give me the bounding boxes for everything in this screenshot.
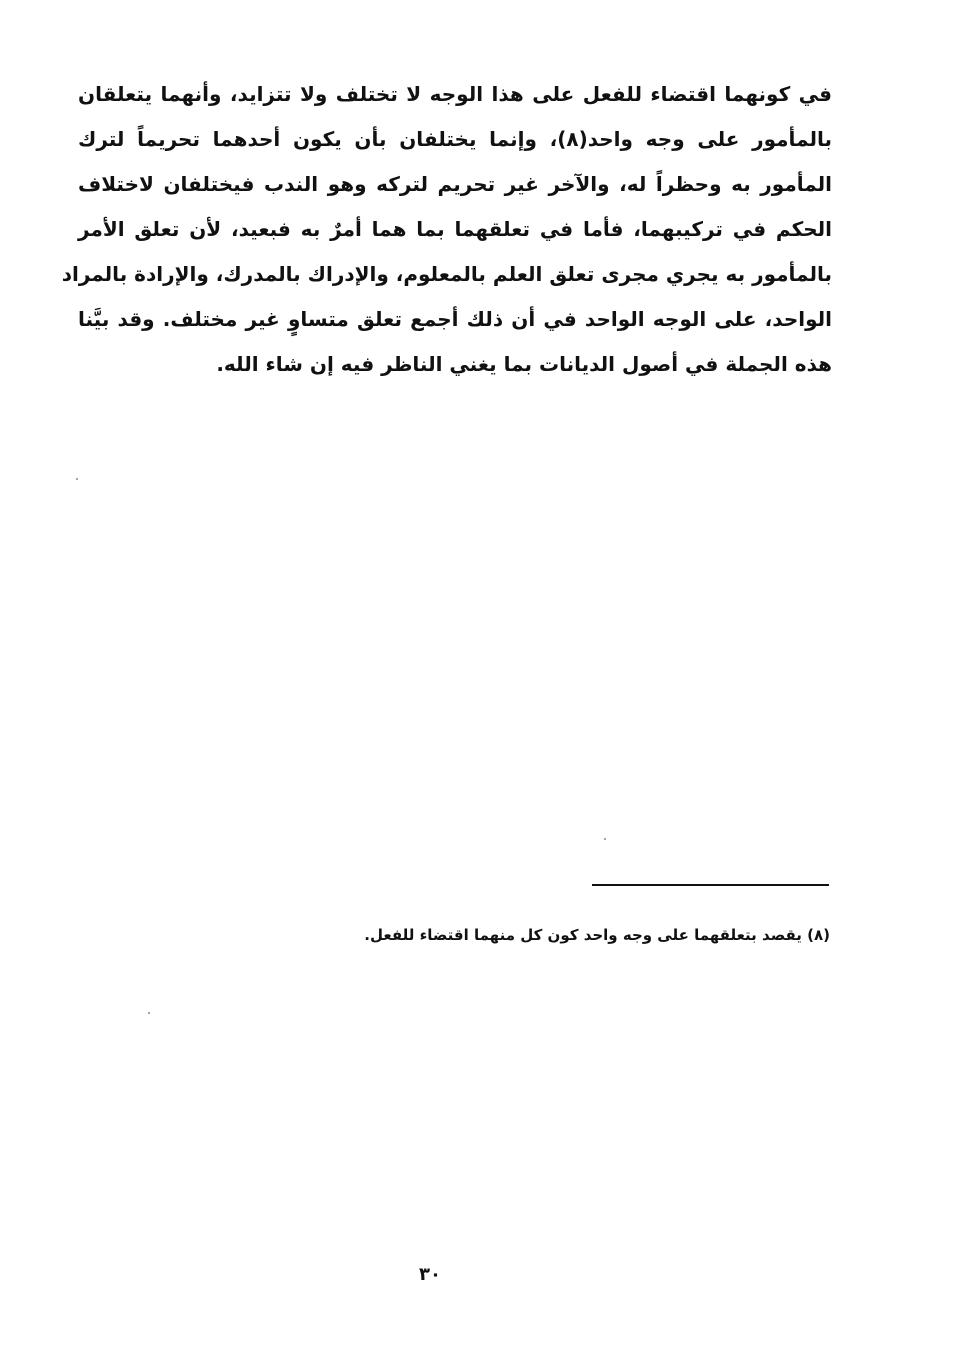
scan-speck: [148, 1012, 150, 1014]
paragraph-line: المأمور به وحظراً له، والآخر غير تحريم لتركه وهو الندب فيختلفان لاختلاف: [78, 172, 832, 196]
footnote: (٨) يقصد بتعلقهما على وجه واحد كون كل منهما اقتضاء للفعل.: [364, 926, 830, 944]
paragraph-line: الحكم في تركيبهما، فأما في تعلقهما بما هما أمرٌ به فبعيد، لأن تعلق الأمر: [78, 217, 832, 241]
main-paragraph: [61, 72, 833, 387]
scan-speck: [76, 478, 78, 480]
scan-speck: [604, 838, 606, 840]
footnote-separator: [592, 884, 829, 886]
page-number: ٣٠: [419, 1264, 441, 1285]
paragraph-line: بالمأمور به يجري مجرى تعلق العلم بالمعلوم، والإدراك بالمدرك، والإرادة بالمراد: [61, 262, 832, 286]
paragraph-line: هذه الجملة في أصول الديانات بما يغني الناظر فيه إن شاء الله.: [216, 352, 832, 376]
paragraph-line: بالمأمور على وجه واحد(٨)، وإنما يختلفان بأن يكون أحدهما تحريماً لترك: [78, 127, 833, 151]
paragraph-line: الواحد، على الوجه الواحد في أن ذلك أجمع تعلق متساوٍ غير مختلف. وقد بيَّنا: [78, 307, 832, 331]
paragraph-line: في كونهما اقتضاء للفعل على هذا الوجه لا تختلف ولا تتزايد، وأنهما يتعلقان: [78, 82, 832, 106]
